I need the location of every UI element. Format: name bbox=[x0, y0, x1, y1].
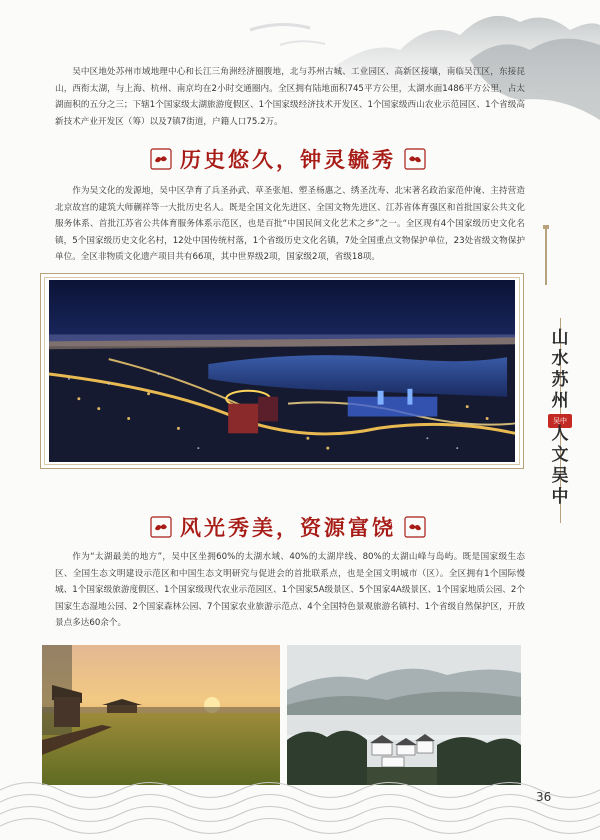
city-night-photo-frame bbox=[40, 273, 524, 469]
side-vertical-title bbox=[531, 318, 589, 523]
history-heading bbox=[150, 144, 426, 174]
side-ornament-marker bbox=[543, 225, 549, 285]
cloud-ornament-icon bbox=[404, 516, 426, 538]
cloud-ornament-icon bbox=[150, 148, 172, 170]
scenery-heading bbox=[150, 512, 426, 542]
page-number: 36 bbox=[536, 790, 552, 804]
side-text-bottom: 人文吴中 bbox=[551, 424, 569, 507]
cloud-ornament-icon bbox=[150, 516, 172, 538]
intro-paragraph: 吴中区地处苏州市域地理中心和长江三角洲经济圈腹地，北与苏州古城、工业园区、高新区接壤，南临吴江区，东接昆山，西衔太湖，与上海、杭州、南京均在2小时交通圈内。全区拥有陆地面积745平方公里，太湖水面1486平方公里，占太湖面积的五分之三；下辖1个国家级太湖旅游度假区、1个国家级经济技术开发区、1个国家级西山农业示范园区、1个省级高新技术产业开发区（筹）以及7镇7街道，户籍人口75.2万。 bbox=[55, 67, 525, 127]
history-heading-text: 历史悠久，钟灵毓秀 bbox=[180, 147, 396, 172]
cloud-ornament-icon bbox=[404, 148, 426, 170]
scenery-heading-text: 风光秀美，资源富饶 bbox=[180, 515, 396, 540]
side-text-top: 山水苏州 bbox=[551, 328, 569, 411]
wave-pattern-decoration bbox=[0, 770, 600, 840]
history-paragraph: 作为吴文化的发源地，吴中区孕育了兵圣孙武、草圣张旭、塑圣杨惠之、绣圣沈寿、北宋著名政治家范仲淹、主持营造北京故宫的建筑大师蒯祥等一大批历史名人。既是全国文化先进区、全国文物先进区、江苏省体育强区和首批国家公共文化服务体系、首批江苏省公共体育服务体系示范区，也是百批“中国民间文化艺术之乡”之一。全区现有4个国家级历史文化名镇，5个国家级历史文化名村，12处中国传统村落，1个省级历史文化名镇，7处全国重点文物保护单位，23处省级文物保护单位。全区非物质文化遗产项目共有66项，其中世界级2项，国家级2项，省级18项。 bbox=[55, 186, 525, 262]
city-night-aerial-photo bbox=[49, 280, 515, 462]
misty-mountain-village-photo bbox=[287, 645, 521, 785]
scenery-paragraph: 作为“太湖最美的地方”，吴中区坐拥60%的太湖水域、40%的太湖岸线、80%的太湖山峰与岛屿。既是国家级生态区、全国生态文明建设示范区和中国生态文明研究与促进会的首批联系点，也是全国文明城市（区）。全区拥有1个国际慢城、1个国家级旅游度假区、1个国家级现代农业示范园区、1个国家5A级景区、5个国家4A级景区、1个国家地质公园、2个国家生态湿地公园、2个国家森林公园、7个国家农业旅游示范点、4个全国特色景观旅游名镇村、1个省级自然保护区，开放景点多达60余个。 bbox=[55, 552, 525, 628]
side-badge: 吴中 bbox=[548, 414, 572, 428]
sunset-field-photo bbox=[42, 645, 280, 785]
